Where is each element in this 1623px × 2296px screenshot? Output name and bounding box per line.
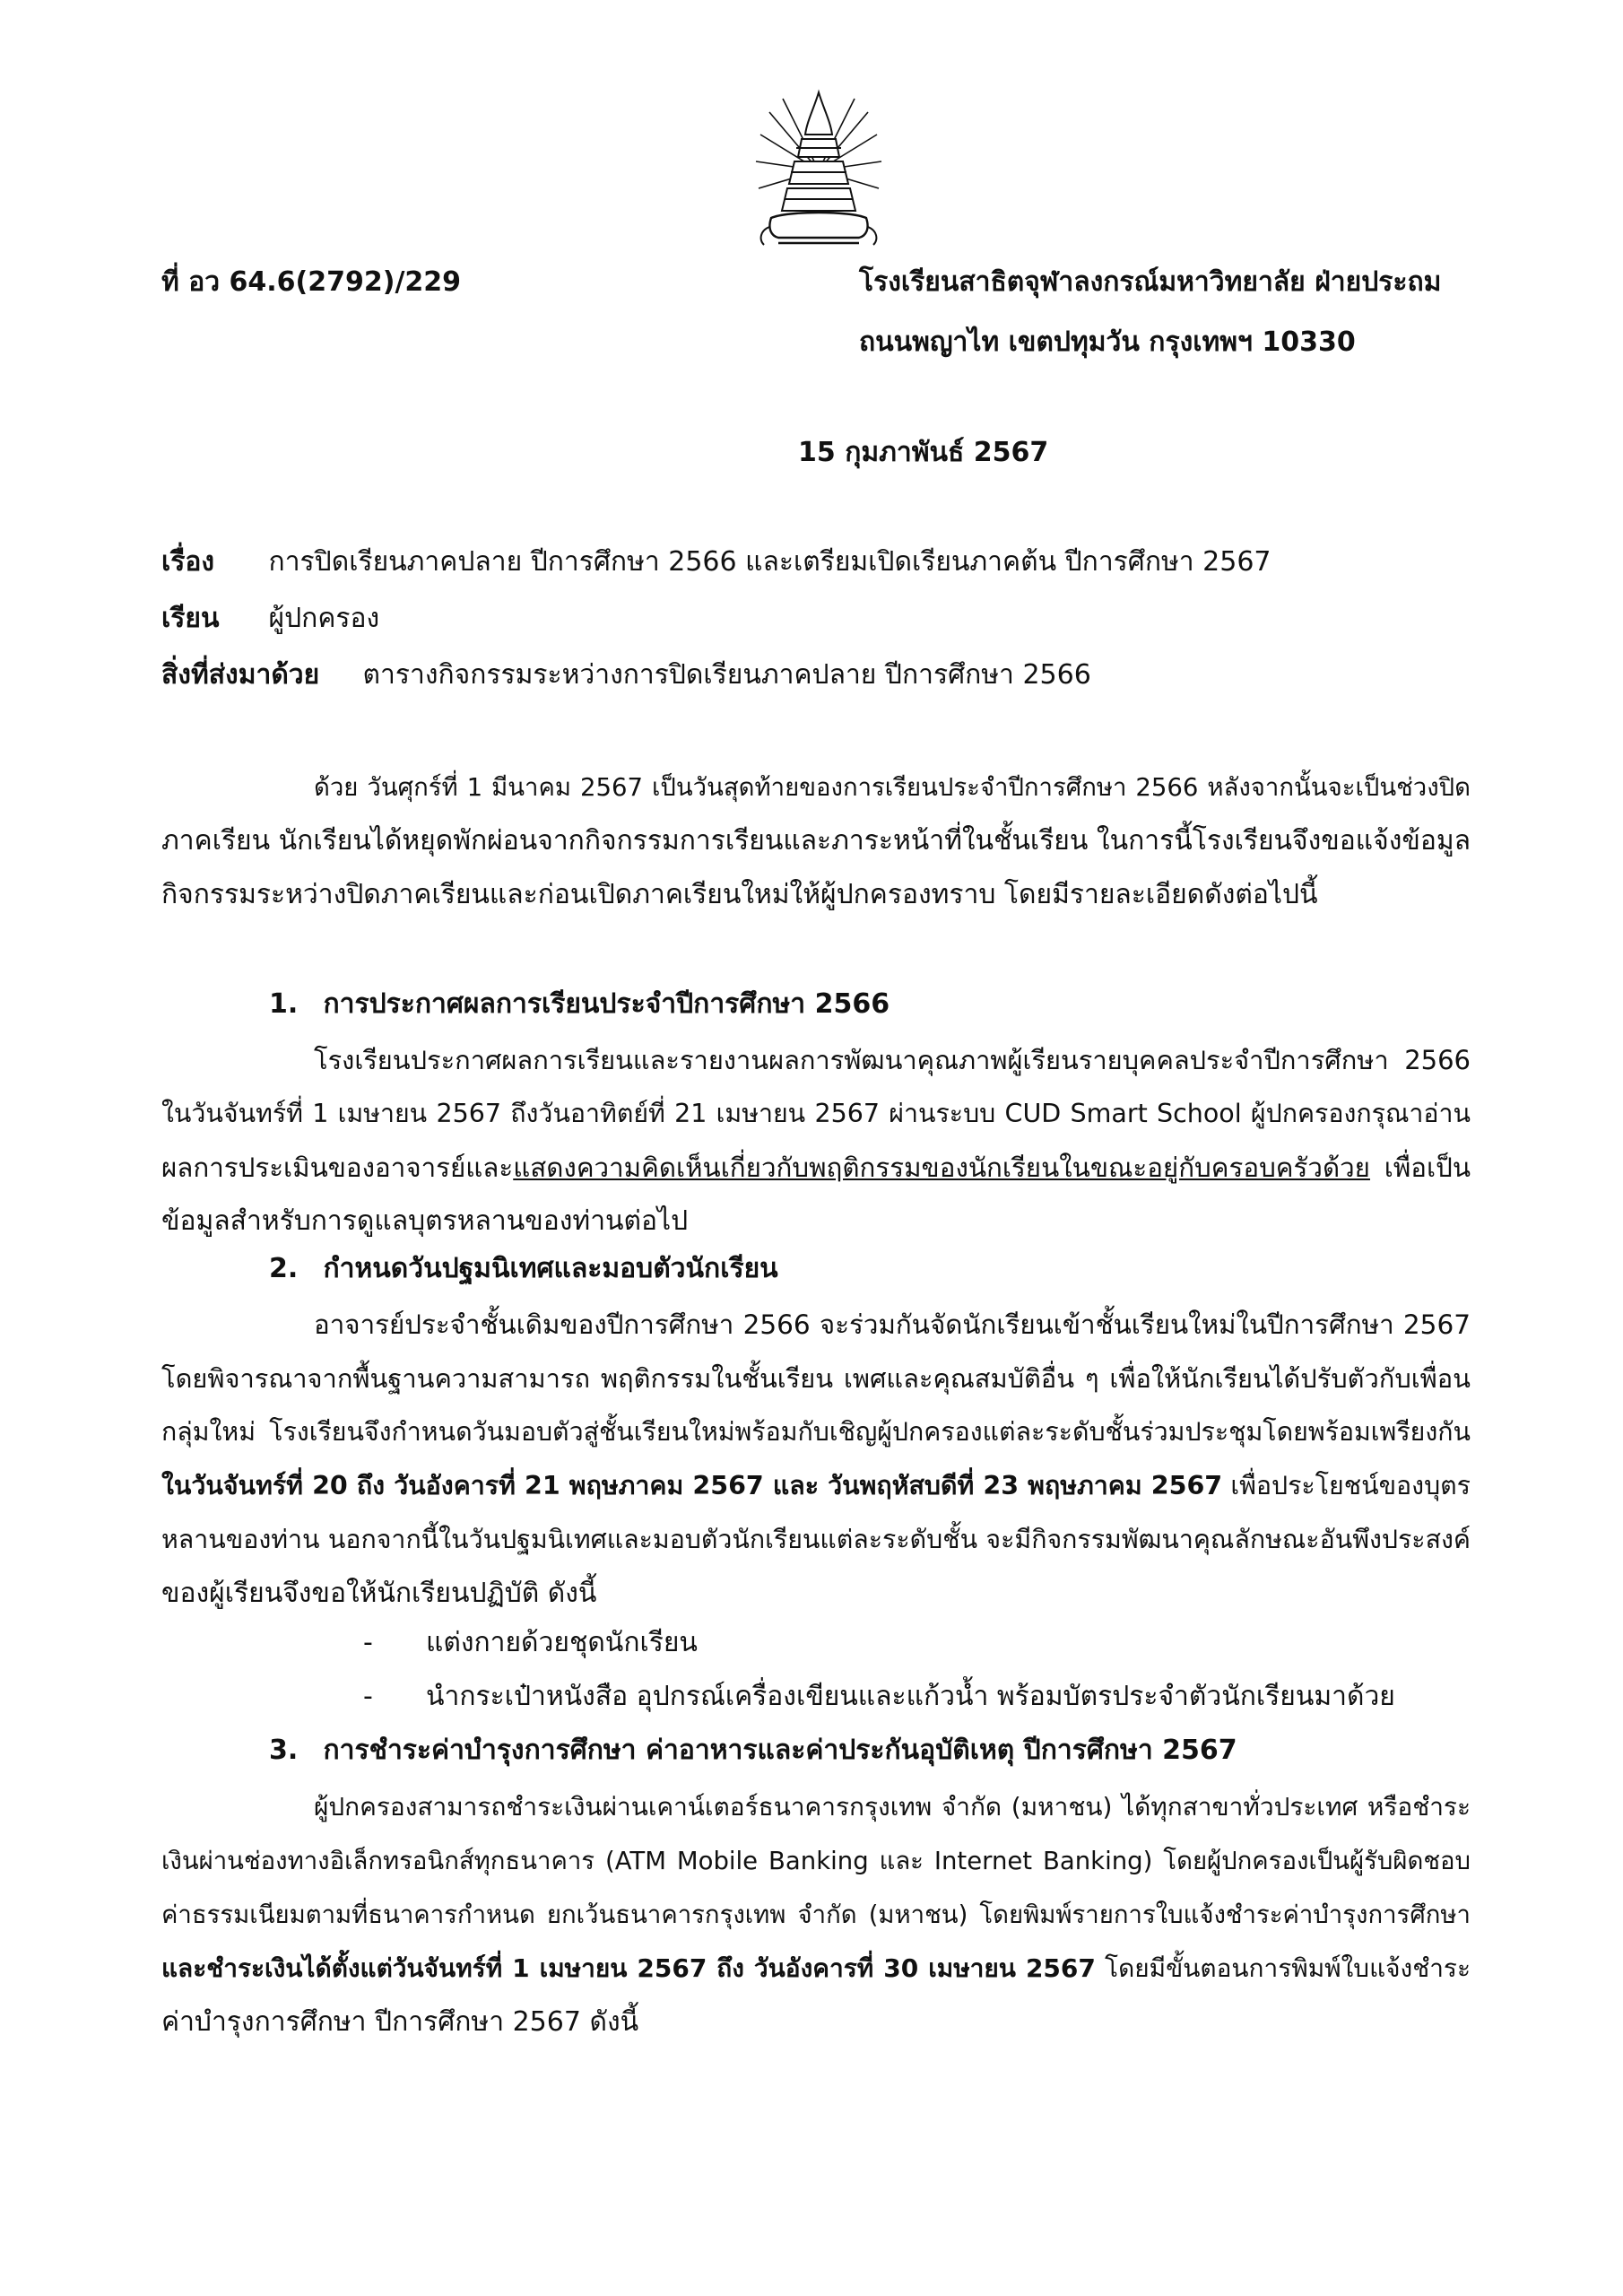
to-label: เรียน (161, 603, 220, 634)
enclosure-text: ตารางกิจกรรมระหว่างการปิดเรียนภาคปลาย ปีการศึกษา 2566 (362, 659, 1091, 691)
to-line (161, 601, 379, 637)
intro-line-3: กิจกรรมระหว่างปิดภาคเรียนและก่อนเปิดภาคเรียนใหม่ให้ผู้ปกครองทราบ โดยมีรายละเอียดดังต่อไปนี้ (161, 879, 1318, 910)
section-3-line-4 (161, 1942, 1471, 1996)
subject-line (161, 544, 1271, 580)
section-2-bullet-1 (363, 1625, 698, 1661)
bullet-text: นำกระเป๋าหนังสือ อุปกรณ์เครื่องเขียนและแก้วน้ำ พร้อมบัตรประจำตัวนักเรียนมาด้วย (426, 1681, 1395, 1712)
section-1-line-3-a: ผลการประเมินของอาจารย์และ (161, 1152, 514, 1183)
section-2-line-4 (161, 1459, 1471, 1513)
section-2-bullet-2 (363, 1679, 1395, 1715)
section-2-line-3: กลุ่มใหม่ โรงเรียนจึงกำหนดวันมอบตัวสู่ชั้นเรียนใหม่พร้อมกับเชิญผู้ปกครองแต่ละระดับชั้นร่วมประชุมโดยพร้อมเพรียงกัน (161, 1417, 1471, 1447)
bullet-dash: - (363, 1627, 373, 1658)
section-2-heading (269, 1251, 778, 1287)
section-3-body (161, 1780, 1471, 2049)
reference-number: ที่ อว 64.6(2792)/229 (161, 266, 462, 298)
enclosure-label: สิ่งที่ส่งมาด้วย (161, 659, 320, 691)
section-1-number: 1. (269, 988, 299, 1020)
intro-paragraph (161, 761, 1471, 922)
school-name: โรงเรียนสาธิตจุฬาลงกรณ์มหาวิทยาลัย ฝ่ายประถม (859, 266, 1442, 298)
section-2-body (161, 1298, 1471, 1621)
section-2-line-4-rest: เพื่อประโยชน์ของบุตร (1222, 1471, 1471, 1500)
school-address: ถนนพญาไท เขตปทุมวัน กรุงเทพฯ 10330 (859, 326, 1356, 358)
enclosure-line (161, 657, 1091, 693)
section-1-title: การประกาศผลการเรียนประจำปีการศึกษา 2566 (323, 988, 890, 1020)
section-1-heading (269, 987, 890, 1022)
section-2-line-2: โดยพิจารณาจากพื้นฐานความสามารถ พฤติกรรมในชั้นเรียน เพศและคุณสมบัติอื่น ๆ เพื่อให้นักเรียนได้ปรับตัวกับเพื่อน (161, 1363, 1471, 1394)
section-1-line-3-b: เพื่อเป็น (1369, 1152, 1471, 1183)
section-3-heading (269, 1733, 1237, 1769)
to-text: ผู้ปกครอง (268, 603, 380, 634)
bullet-text: แต่งกายด้วยชุดนักเรียน (426, 1627, 698, 1658)
section-1-body (161, 1033, 1471, 1248)
subject-label: เรื่อง (161, 546, 215, 578)
section-2-dates-bold: ในวันจันทร์ที่ 20 ถึง วันอังคารที่ 21 พฤษภาคม 2567 และ วันพฤหัสบดีที่ 23 พฤษภาคม 2567 (161, 1471, 1223, 1500)
section-3-number: 3. (269, 1735, 299, 1766)
section-3-line-3: ค่าธรรมเนียมตามที่ธนาคารกำหนด ยกเว้นธนาคารกรุงเทพ จำกัด (มหาชน) โดยพิมพ์รายการใบแจ้งชำระค่าบำรุงการศึกษา (161, 1900, 1471, 1929)
intro-line-2: ภาคเรียน นักเรียนได้หยุดพักผ่อนจากกิจกรรมการเรียนและภาระหน้าที่ในชั้นเรียน ในการนี้โรงเรียนจึงขอแจ้งข้อมูล (161, 825, 1471, 857)
bullet-dash: - (363, 1681, 373, 1712)
section-3-title: การชำระค่าบำรุงการศึกษา ค่าอาหารและค่าประกันอุบัติเหตุ ปีการศึกษา 2567 (323, 1735, 1237, 1766)
section-2-line-5: หลานของท่าน นอกจากนี้ในวันปฐมนิเทศและมอบตัวนักเรียนแต่ละระดับชั้น จะมีกิจกรรมพัฒนาคุณลักษณะอันพึงประสงค์ (161, 1525, 1471, 1554)
section-2-number: 2. (269, 1253, 299, 1284)
section-2-line-6: ของผู้เรียนจึงขอให้นักเรียนปฏิบัติ ดังนี้ (161, 1578, 597, 1609)
section-1-line-3 (161, 1141, 1471, 1195)
section-1-underlined-text: แสดงความคิดเห็นเกี่ยวกับพฤติกรรมของนักเรียนในขณะอยู่กับครอบครัวด้วย (513, 1152, 1370, 1183)
intro-line-1: ด้วย วันศุกร์ที่ 1 มีนาคม 2567 เป็นวันสุดท้ายของการเรียนประจำปีการศึกษา 2566 หลังจากนั้นจะเป็นช่วงปิด (314, 773, 1471, 802)
section-2-title: กำหนดวันปฐมนิเทศและมอบตัวนักเรียน (323, 1253, 778, 1284)
section-3-line-4-rest: โดยมีขั้นตอนการพิมพ์ใบแจ้งชำระ (1095, 1953, 1471, 1983)
section-3-dates-bold: และชำระเงินได้ตั้งแต่วันจันทร์ที่ 1 เมษายน 2567 ถึง วันอังคารที่ 30 เมษายน 2567 (161, 1953, 1096, 1983)
section-3-line-5: ค่าบำรุงการศึกษา ปีการศึกษา 2567 ดังนี้ (161, 2006, 639, 2038)
section-3-line-2: เงินผ่านช่องทางอิเล็กทรอนิกส์ทุกธนาคาร (ATM Mobile Banking และ Internet Banking) โดยผู้ปกครองเป็นผู้รับผิดชอบ (161, 1847, 1471, 1875)
section-2-line-1: อาจารย์ประจำชั้นเดิมของปีการศึกษา 2566 จะร่วมกันจัดนักเรียนเข้าชั้นเรียนใหม่ในปีการศึกษา 2567 (314, 1309, 1471, 1340)
section-1-line-4: ข้อมูลสำหรับการดูแลบุตรหลานของท่านต่อไป (161, 1205, 689, 1237)
section-3-line-1: ผู้ปกครองสามารถชำระเงินผ่านเคาน์เตอร์ธนาคารกรุงเทพ จำกัด (มหาชน) ได้ทุกสาขาทั่วประเทศ หรือชำระ (314, 1792, 1471, 1822)
school-emblem-logo (751, 85, 886, 256)
section-1-line-2: ในวันจันทร์ที่ 1 เมษายน 2567 ถึงวันอาทิตย์ที่ 21 เมษายน 2567 ผ่านระบบ CUD Smart School ผู้ปกครองกรุณาอ่าน (161, 1099, 1471, 1128)
subject-text: การปิดเรียนภาคปลาย ปีการศึกษา 2566 และเตรียมเปิดเรียนภาคต้น ปีการศึกษา 2567 (268, 546, 1271, 578)
section-1-line-1: โรงเรียนประกาศผลการเรียนและรายงานผลการพัฒนาคุณภาพผู้เรียนรายบุคคลประจำปีการศึกษา 2566 (314, 1045, 1471, 1075)
letter-date: 15 กุมภาพันธ์ 2567 (798, 437, 1049, 468)
